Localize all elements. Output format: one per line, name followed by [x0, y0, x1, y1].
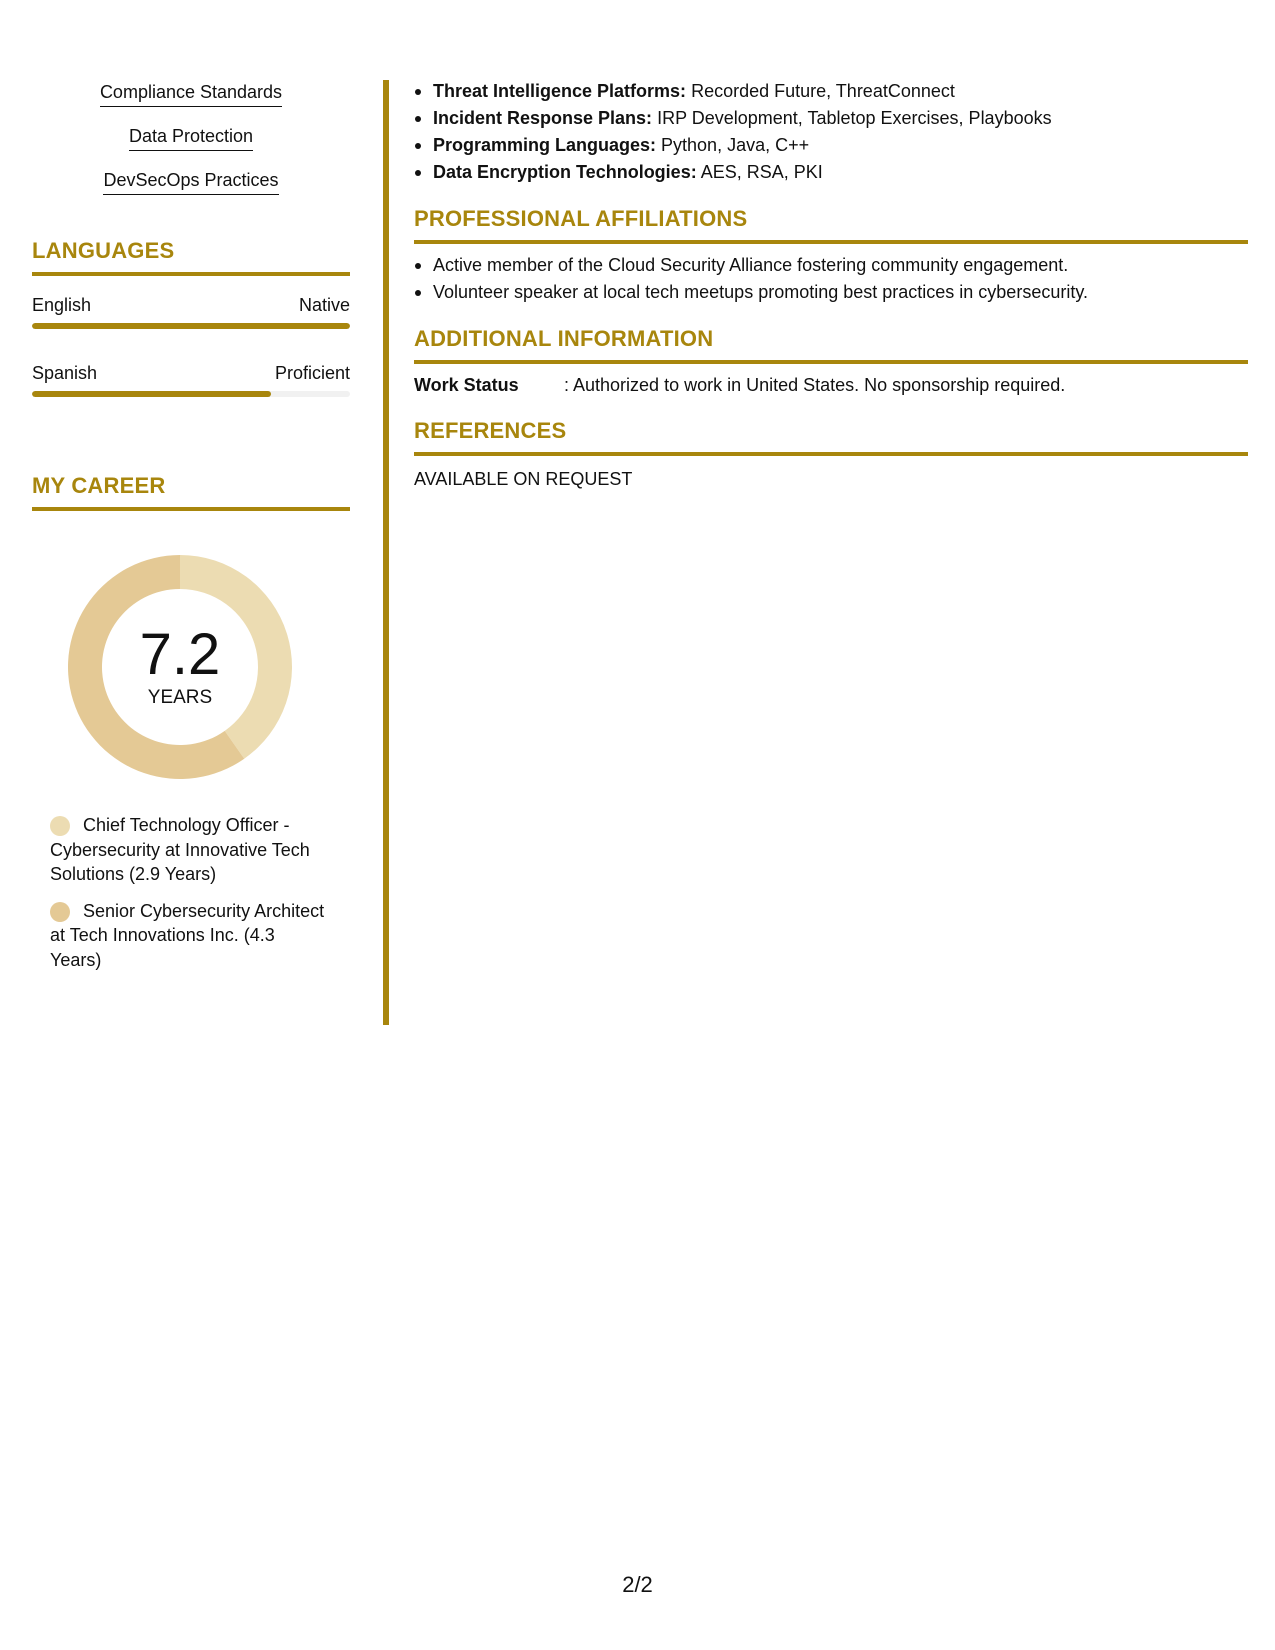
affiliation-item: Active member of the Cloud Security Alliance fostering community engagement.: [414, 252, 1248, 279]
language-level: Proficient: [274, 363, 350, 383]
language-item: [32, 293, 350, 329]
skill-value: Python, Java, C++: [656, 135, 810, 155]
references-title: REFERENCES: [414, 418, 567, 443]
language-name: English: [32, 295, 92, 315]
skill-value: IRP Development, Tabletop Exercises, Playbooks: [652, 108, 1052, 128]
skill-label: Data Encryption Technologies:: [433, 162, 697, 182]
affiliations-title: PROFESSIONAL AFFILIATIONS: [414, 206, 748, 231]
language-bar: [32, 391, 350, 397]
section-rule: [414, 452, 1248, 456]
languages-title: LANGUAGES: [32, 238, 175, 263]
skills-list: [414, 78, 1248, 186]
language-item: [32, 361, 350, 397]
page-number: 2/2: [622, 1572, 653, 1597]
work-status-row: [414, 372, 1248, 398]
affiliations-section: [414, 206, 1248, 306]
affiliation-item: Volunteer speaker at local tech meetups promoting best practices in cybersecurity.: [414, 279, 1248, 306]
legend-dot: [50, 816, 70, 836]
main-content: [414, 80, 1248, 492]
career-total: 7.2: [139, 622, 221, 687]
additional-title: ADDITIONAL INFORMATION: [414, 326, 714, 351]
skill-item: [414, 132, 1248, 159]
skill-value: AES, RSA, PKI: [696, 162, 823, 182]
affiliations-list: [414, 252, 1248, 306]
skill-item: [414, 159, 1248, 186]
section-rule: [414, 240, 1248, 244]
references-text: AVAILABLE ON REQUEST: [414, 469, 633, 489]
career-legend-item: [50, 813, 330, 887]
career-role-label: Chief Technology Officer - Cybersecurity at Innovative Tech Solutions (2.9 Years): [50, 815, 310, 884]
skill-label: Incident Response Plans:: [433, 108, 653, 128]
skill-tags: [32, 80, 350, 212]
language-bar-fill: [32, 323, 350, 329]
skill-item: [414, 105, 1248, 132]
skill-label: Programming Languages:: [433, 135, 657, 155]
skill-label: Threat Intelligence Platforms:: [433, 81, 687, 101]
language-name: Spanish: [32, 363, 98, 383]
work-status-value: : Authorized to work in United States. No sponsorship required.: [564, 375, 1066, 395]
section-rule: [414, 360, 1248, 364]
career-unit: YEARS: [147, 687, 213, 708]
career-title: MY CAREER: [32, 473, 166, 498]
language-bar-fill: [32, 391, 271, 397]
work-status-key: Work Status: [414, 375, 519, 395]
career-donut: [66, 553, 294, 781]
skill-item: [414, 78, 1248, 105]
skill-tag: Compliance Standards: [100, 80, 282, 107]
career-legend: [32, 813, 350, 972]
references-section: [414, 418, 1248, 492]
skill-tag: DevSecOps Practices: [103, 168, 278, 195]
legend-dot: [50, 902, 70, 922]
additional-section: [414, 326, 1248, 398]
language-bar: [32, 323, 350, 329]
languages-section: [32, 238, 350, 397]
skill-tag: Data Protection: [129, 124, 253, 151]
language-level: Native: [298, 295, 350, 315]
section-rule: [32, 507, 350, 511]
career-legend-item: [50, 899, 330, 973]
section-rule: [32, 272, 350, 276]
sidebar: [32, 80, 350, 972]
column-divider: [383, 80, 389, 1025]
skill-value: Recorded Future, ThreatConnect: [686, 81, 955, 101]
career-section: [32, 473, 350, 972]
career-role-label: Senior Cybersecurity Architect at Tech Innovations Inc. (4.3 Years): [50, 900, 325, 970]
